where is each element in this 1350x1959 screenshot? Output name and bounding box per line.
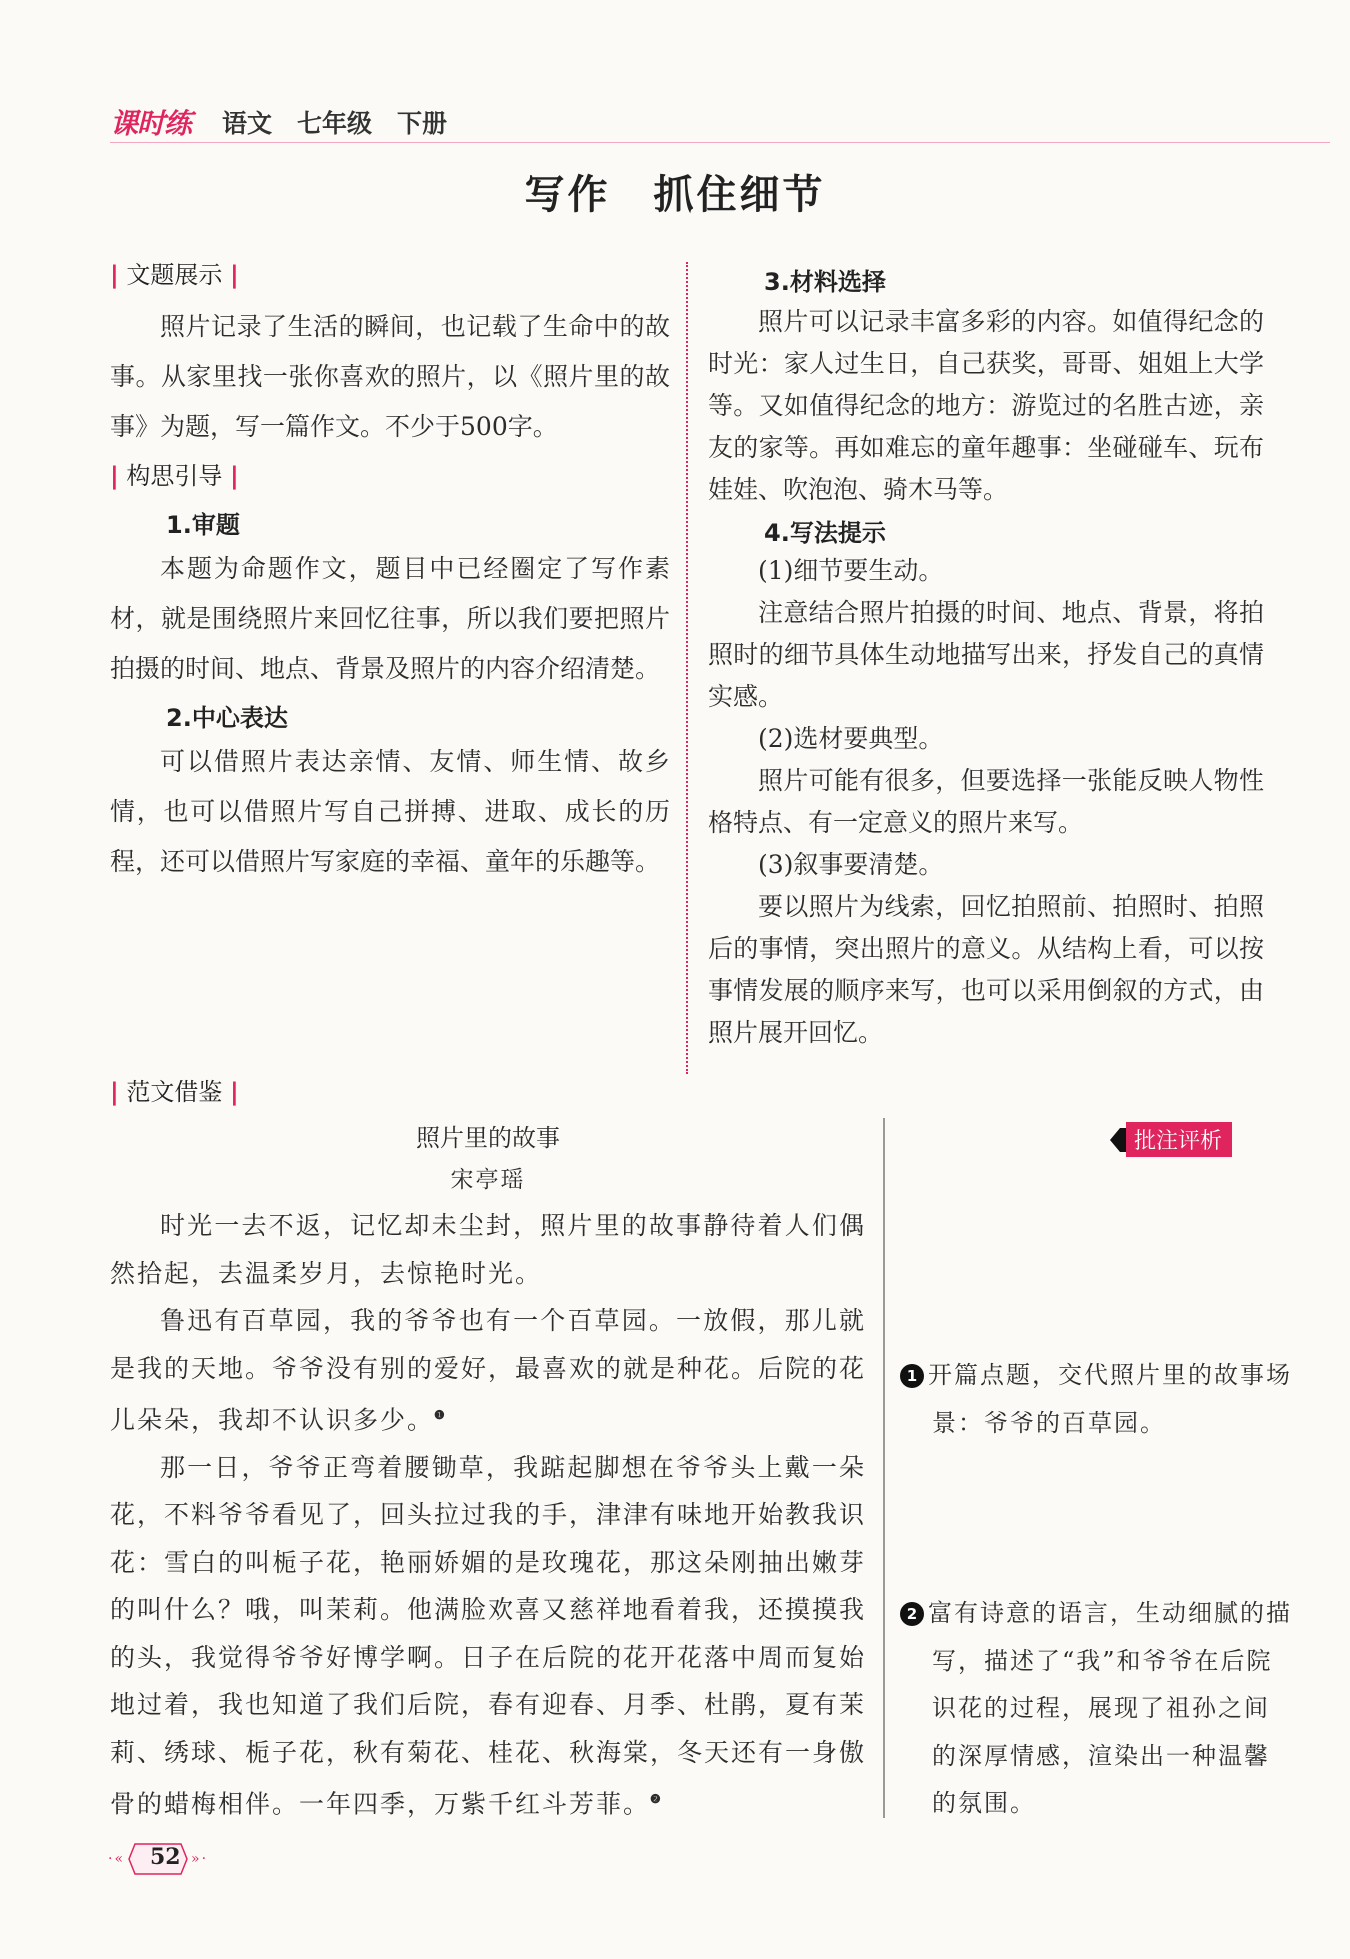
left-column (110, 255, 670, 887)
essay-paragraph-1: 时光一去不返，记忆却未尘封，照片里的故事静待着人们偶然拾起，去温柔岁月，去惊艳时光。 (110, 1211, 866, 1288)
section-label-text: 构思引导 (126, 462, 223, 490)
header-rule (110, 142, 1330, 143)
annotation-number-2: 2 (900, 1602, 924, 1626)
review-text: 本题为命题作文，题目中已经圈定了写作素材，就是围绕照片来回忆往事，所以我们要把照片拍摄的时间、地点、背景及照片的内容介绍清楚。 (110, 554, 670, 683)
material-text: 照片可以记录丰富多彩的内容。如值得纪念的时光：家人过生日，自己获奖，哥哥、姐姐上大学等。又如值得纪念的地方：游览过的名胜古迹，亲友的家等。再如难忘的童年趣事：坐碰碰车、玩布娃娃、吹泡泡、骑木马等。 (708, 307, 1264, 504)
annotation-2 (900, 1590, 1294, 1828)
sub-heading-tips: 4.写法提示 (764, 519, 886, 547)
annotation-badge (1108, 1122, 1232, 1157)
annotation-marker-1: ❶ (434, 1408, 447, 1422)
sub-heading-theme: 2.中心表达 (166, 704, 288, 732)
page-number-badge (108, 1842, 208, 1876)
essay-paragraph-3-text: 那一日，爷爷正弯着腰锄草，我踮起脚想在爷爷头上戴一朵花，不料爷爷看见了，回头拉过我的手，津津有味地开始教我识花：雪白的叫栀子花，艳丽娇媚的是玫瑰花，那这朵刚抽出嫩芽的叫什么？哦，叫茉莉。他满脸欢喜又慈祥地看着我，还摸摸我的头，我觉得爷爷好博学啊。日子在后院的花开花落中周而复始地过着，我也知道了我们后院，春有迎春、月季、杜鹃，夏有茉莉、绣球、栀子花，秋有菊花、桂花、秋海棠，冬天还有一身傲骨的蜡梅相伴。一年四季，万紫千红斗芳菲。 (110, 1452, 867, 1819)
essay-paragraph-2-text: 鲁迅有百草园，我的爷爷也有一个百草园。一放假，那儿就是我的天地。爷爷没有别的爱好，最喜欢的就是种花。后院的花儿朵朵，我却不认识多少。 (110, 1306, 867, 1435)
tip-1-text: 注意结合照片拍摄的时间、地点、背景，将拍照时的细节具体生动地描写出来，抒发自己的真情实感。 (708, 598, 1264, 711)
annotation-1 (900, 1352, 1294, 1447)
page-number: 52 (150, 1844, 181, 1870)
essay-paragraph-3 (110, 1444, 866, 1828)
diamond-arrow-icon (1108, 1125, 1126, 1155)
tip-2-label: (2)选材要典型。 (758, 724, 944, 753)
annotation-1-text: 开篇点题，交代照片里的故事场景：爷爷的百草园。 (928, 1361, 1292, 1437)
ornament-right-icon: »· (191, 1851, 209, 1867)
essay-body (110, 1118, 866, 1828)
section-label-essay: | 范文借鉴 | (110, 1078, 239, 1106)
tip-2-text: 照片可能有很多，但要选择一张能反映人物性格特点、有一定意义的照片来写。 (708, 766, 1264, 837)
essay-title: 照片里的故事 (416, 1124, 560, 1152)
page-title: 写作 抓住细节 (524, 172, 826, 218)
section-label-text: 范文借鉴 (126, 1078, 223, 1106)
tip-3-label: (3)叙事要清楚。 (758, 850, 944, 879)
theme-text: 可以借照片表达亲情、友情、师生情、故乡情，也可以借照片写自己拼搏、进取、成长的历程，还可以借照片写家庭的幸福、童年的乐趣等。 (110, 747, 670, 876)
section-label-guide: | 构思引导 | (110, 462, 239, 490)
right-column (708, 262, 1264, 1054)
annotation-divider (883, 1118, 885, 1818)
essay-paragraph-2 (110, 1297, 866, 1444)
essay-author: 宋亭瑶 (450, 1167, 526, 1193)
ornament-left-icon: ·« (108, 1851, 126, 1867)
topic-text: 照片记录了生活的瞬间，也记载了生命中的故事。从家里找一张你喜欢的照片，以《照片里的故事》为题，写一篇作文。不少于500字。 (110, 312, 670, 441)
section-label-text: 文题展示 (126, 261, 223, 289)
annotation-number-1: 1 (900, 1364, 924, 1388)
sub-heading-material: 3.材料选择 (764, 268, 886, 296)
annotation-2-text: 富有诗意的语言，生动细腻的描写，描述了“我”和爷爷在后院识花的过程，展现了祖孙之间的深厚情感，渲染出一种温馨的氛围。 (928, 1599, 1292, 1817)
tip-1-label: (1)细节要生动。 (758, 556, 944, 585)
book-subtitle: 语文 七年级 下册 (222, 109, 448, 138)
brand-logo: 课时练 (110, 107, 192, 140)
tip-3-text: 要以照片为线索，回忆拍照前、拍照时、拍照后的事情，突出照片的意义。从结构上看，可以按事情发展的顺序来写，也可以采用倒叙的方式，由照片展开回忆。 (708, 892, 1264, 1047)
annotation-marker-2: ❷ (650, 1792, 663, 1807)
column-divider (686, 262, 688, 1074)
sub-heading-review: 1.审题 (166, 511, 240, 539)
annotation-badge-label: 批注评析 (1126, 1122, 1232, 1157)
section-label-topic: | 文题展示 | (110, 261, 239, 289)
